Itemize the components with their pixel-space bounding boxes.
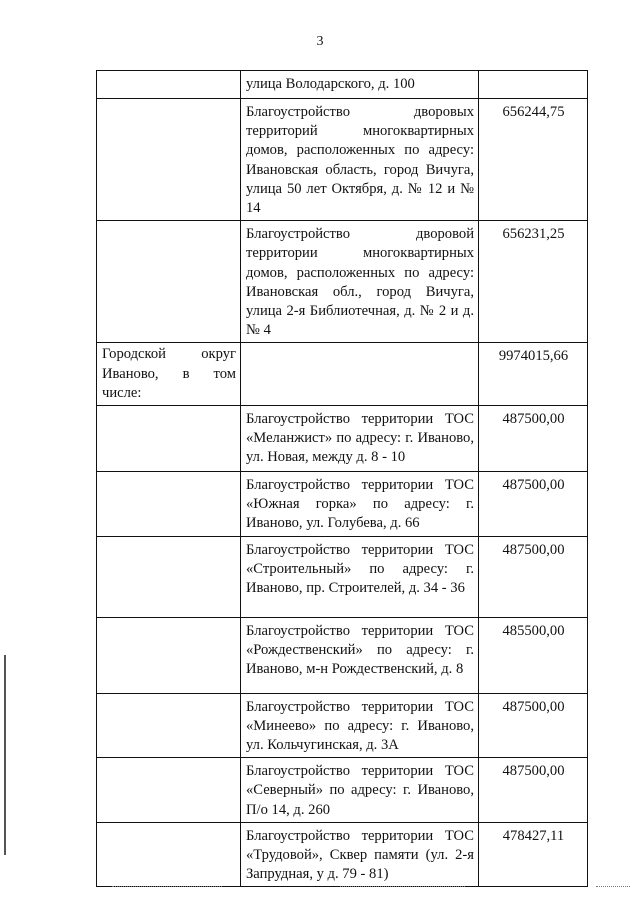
entity-cell — [97, 536, 241, 617]
entity-cell — [97, 758, 241, 823]
funding-table — [96, 70, 588, 887]
entity-cell — [97, 99, 241, 221]
table-row — [97, 99, 588, 221]
amount-cell: 487500,00 — [479, 472, 588, 537]
description-cell: Благоустройство дворовой территории многоквартирных домов, расположенных по адресу: Ивановская обл., город Вичуга, улица 2-я Библиотечная, д. № 2 и д. № 4 — [241, 221, 479, 343]
scan-noise-line — [340, 886, 465, 889]
table-row — [97, 71, 588, 99]
entity-cell — [97, 221, 241, 343]
amount-cell: 656244,75 — [479, 99, 588, 221]
entity-cell — [97, 472, 241, 537]
entity-cell: Городской округ Иваново, в том числе: — [97, 343, 241, 406]
entity-cell — [97, 693, 241, 758]
amount-cell: 487500,00 — [479, 758, 588, 823]
amount-cell: 487500,00 — [479, 693, 588, 758]
amount-cell: 478427,11 — [479, 822, 588, 887]
table-row — [97, 221, 588, 343]
scan-noise-line — [112, 886, 222, 889]
table-row — [97, 343, 588, 406]
table-row — [97, 822, 588, 887]
entity-cell — [97, 406, 241, 472]
page-number: 3 — [316, 34, 324, 49]
amount-cell: 487500,00 — [479, 406, 588, 472]
description-cell: Благоустройство территории ТОС «Северный» по адресу: г. Иваново, П/о 14, д. 260 — [241, 758, 479, 823]
description-cell: Благоустройство дворовых территорий многоквартирных домов, расположенных по адресу: Ивановская область, город Вичуга, улица 50 лет Октября, д. № 12 и № 14 — [241, 99, 479, 221]
description-cell: Благоустройство территории ТОС «Минеево» по адресу: г. Иваново, ул. Кольчугинская, д. 3А — [241, 693, 479, 758]
description-cell: Благоустройство территории ТОС «Трудовой», Сквер памяти (ул. 2-я Запрудная, у д. 79 - 81) — [241, 822, 479, 887]
scan-noise-line — [596, 886, 630, 889]
entity-cell — [97, 822, 241, 887]
amount-cell — [479, 71, 588, 99]
table-row — [97, 617, 588, 693]
entity-cell — [97, 617, 241, 693]
description-cell — [241, 343, 479, 406]
table-row — [97, 758, 588, 823]
table-row — [97, 472, 588, 537]
amount-cell: 656231,25 — [479, 221, 588, 343]
table-row — [97, 406, 588, 472]
table-row — [97, 536, 588, 617]
description-cell: Благоустройство территории ТОС «Рождественский» по адресу: г. Иваново, м-н Рождественский, д. 8 — [241, 617, 479, 693]
description-cell: Благоустройство территории ТОС «Строительный» по адресу: г. Иваново, пр. Строителей, д. 34 - 36 — [241, 536, 479, 617]
description-cell: Благоустройство территории ТОС «Южная горка» по адресу: г. Иваново, ул. Голубева, д. 66 — [241, 472, 479, 537]
table-row — [97, 693, 588, 758]
entity-cell — [97, 71, 241, 99]
description-cell: Благоустройство территории ТОС «Меланжист» по адресу: г. Иваново, ул. Новая, между д. 8 - 10 — [241, 406, 479, 472]
scan-edge-mark — [4, 655, 6, 855]
amount-cell: 485500,00 — [479, 617, 588, 693]
amount-cell: 487500,00 — [479, 536, 588, 617]
description-cell: улица Володарского, д. 100 — [241, 71, 479, 99]
amount-cell: 9974015,66 — [479, 343, 588, 406]
